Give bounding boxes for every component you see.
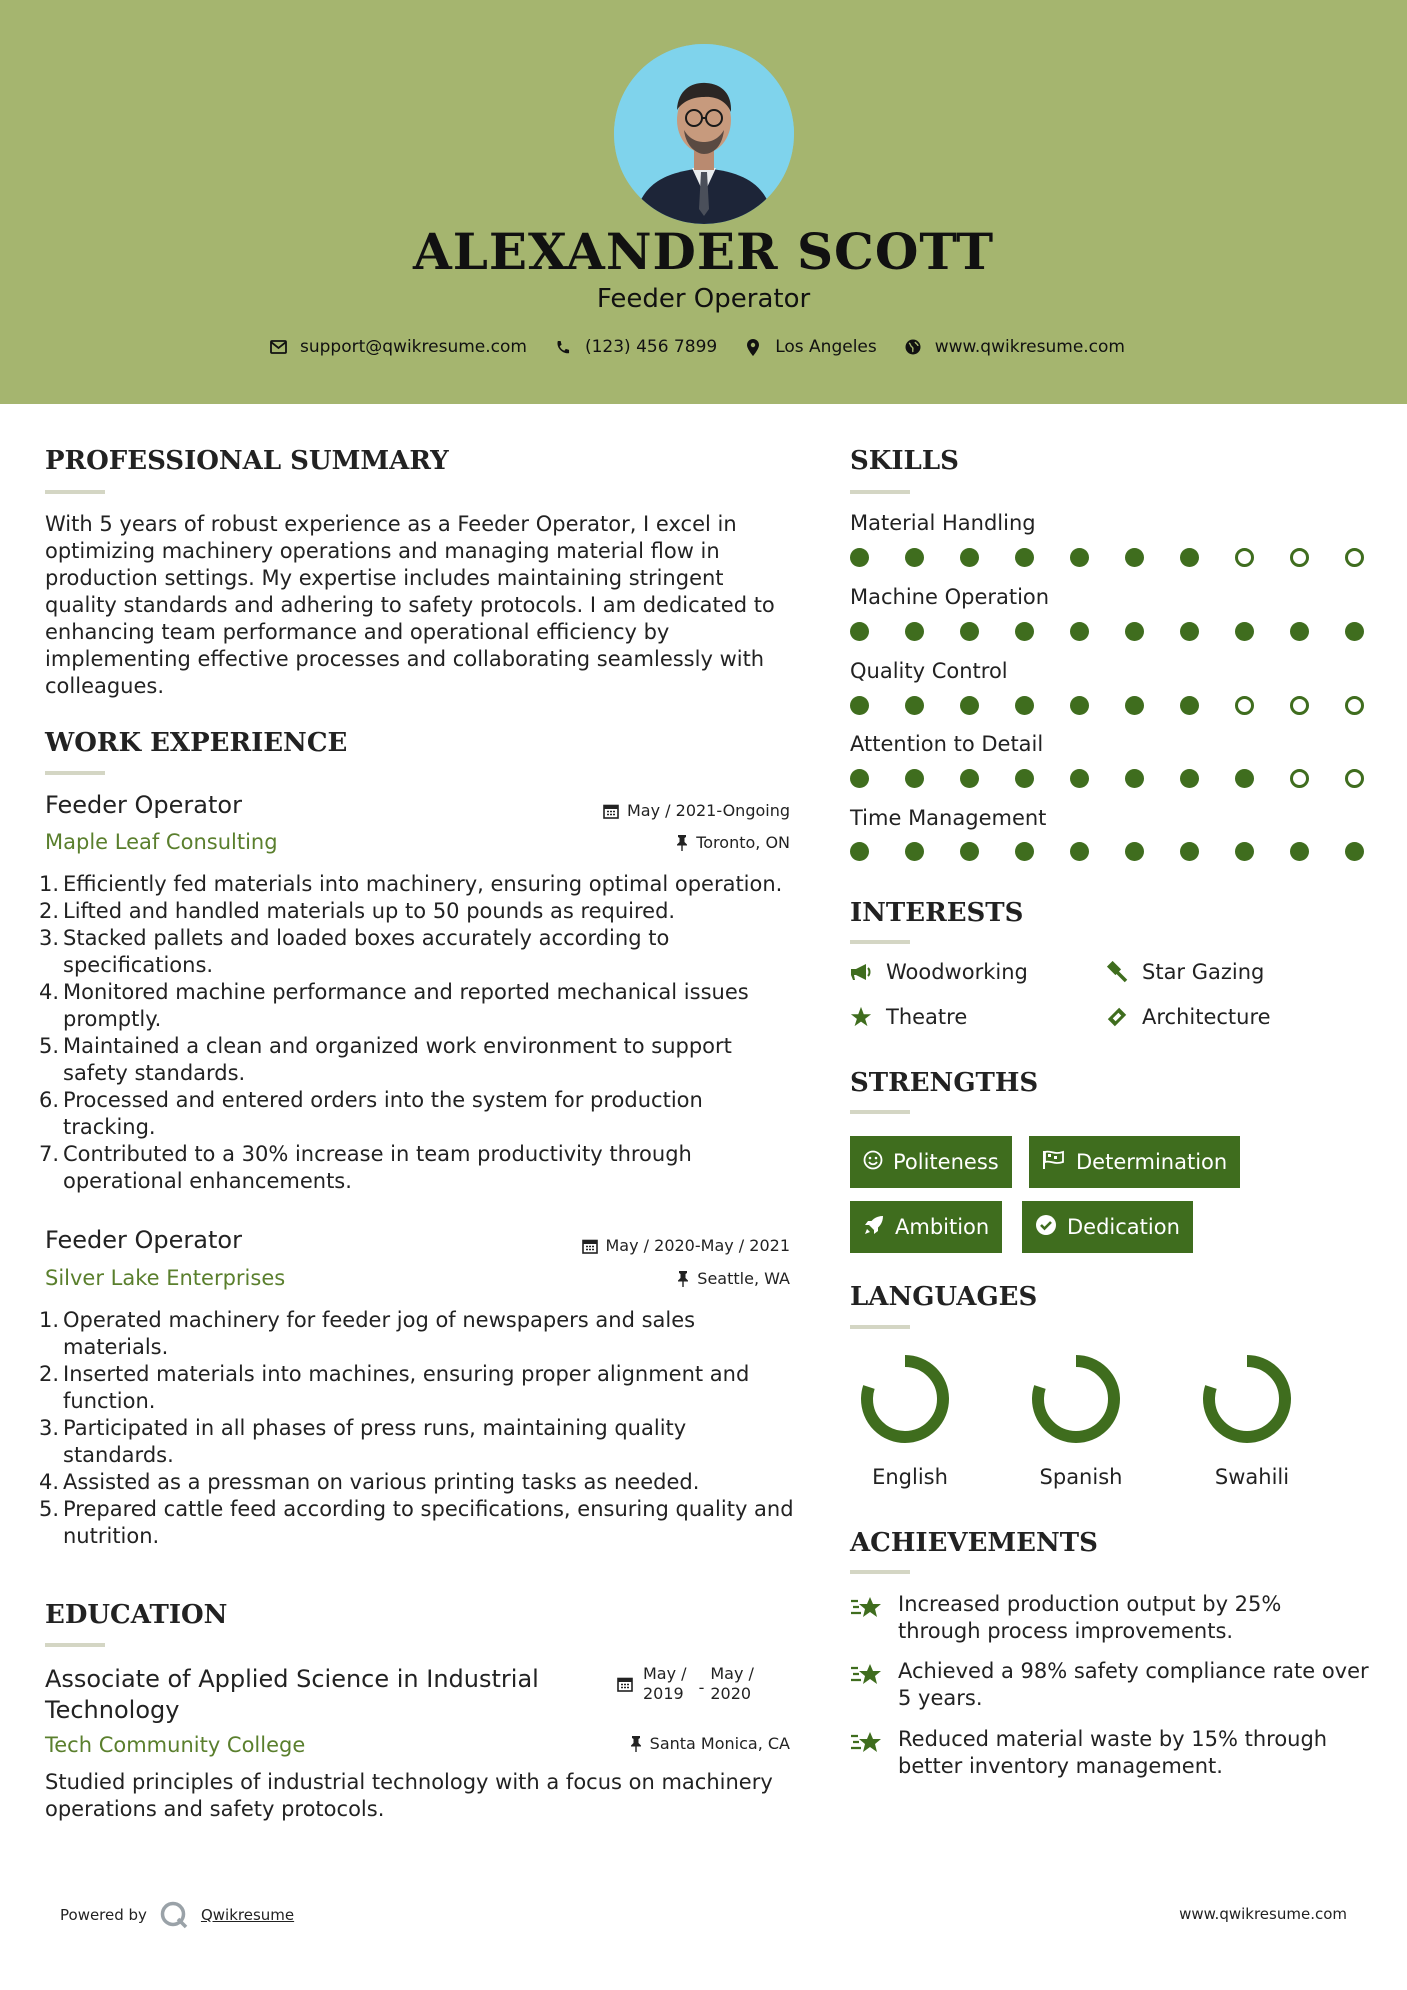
education-rule: [45, 1643, 105, 1647]
interest-item: Theatre: [850, 1005, 967, 1029]
skill-dot-filled: [960, 548, 979, 567]
skill-dot-filled: [1125, 769, 1144, 788]
contact-location: Los Angeles: [775, 337, 877, 357]
strength-badge: Ambition: [850, 1201, 1002, 1253]
skill-dot-empty: [1345, 769, 1364, 788]
language-name: English: [872, 1465, 948, 1489]
language-name: Spanish: [1039, 1465, 1123, 1489]
phone-icon: [553, 337, 573, 357]
skill-name: Attention to Detail: [850, 732, 1044, 756]
gavel-icon: [1106, 961, 1128, 983]
skill-dot-filled: [850, 548, 869, 567]
flag-icon: [1042, 1150, 1066, 1175]
company-name: Silver Lake Enterprises: [45, 1266, 286, 1290]
list-item: 4. Assisted as a pressman on various printing tasks as needed.: [39, 1470, 700, 1494]
job-title: Feeder Operator: [45, 791, 242, 819]
skill-dot-filled: [960, 622, 979, 641]
degree-title: Associate of Applied Science in Industrial Technology: [45, 1665, 539, 1724]
globe-icon: [903, 337, 923, 357]
skill-dot-filled: [905, 696, 924, 715]
skill-dot-empty: [1290, 696, 1309, 715]
envelope-icon: [268, 337, 288, 357]
skill-rating: [850, 622, 1370, 642]
job-dates: [603, 801, 790, 820]
language-level-ring: [1199, 1351, 1295, 1447]
skill-dot-filled: [1235, 769, 1254, 788]
contact-email[interactable]: support@qwikresume.com: [300, 337, 527, 357]
skills-heading: SKILLS: [850, 446, 959, 476]
skill-dot-empty: [1345, 696, 1364, 715]
job-dates-text: May / 2021-Ongoing: [627, 801, 790, 820]
education-start: May / 2019: [643, 1664, 687, 1703]
contact-phone[interactable]: (123) 456 7899: [584, 337, 718, 357]
check-circle-icon: [1035, 1214, 1057, 1241]
skill-dot-filled: [1070, 696, 1089, 715]
megaphone-icon: [850, 961, 872, 983]
skill-dot-filled: [905, 548, 924, 567]
skill-dot-filled: [1180, 548, 1199, 567]
summary-text: With 5 years of robust experience as a Feeder Operator, I excel in optimizing machinery operations and managing material flow in production settings. My expertise includes maintaining stringent quality standards and adhering to safety protocols. I am dedicated to enhancing team performance and operational efficiency by implementing effective processes and collaborating seamlessly with colleagues.: [45, 512, 775, 698]
star-icon: [850, 1006, 872, 1028]
education-heading: EDUCATION: [45, 1600, 228, 1630]
skill-dot-empty: [1290, 548, 1309, 567]
skill-dot-filled: [1235, 842, 1254, 861]
skill-name: Quality Control: [850, 659, 1008, 683]
list-item: 7. Contributed to a 30% increase in team productivity through operational enhancements.: [39, 1142, 692, 1193]
ticket-icon: [1106, 1006, 1128, 1028]
interests-rule: [850, 940, 910, 944]
skill-rating: [850, 548, 1370, 568]
achievement-item: Reduced material waste by 15% through better inventory management.: [850, 1726, 1370, 1780]
skill-dot-filled: [905, 842, 924, 861]
skill-dot-filled: [1235, 622, 1254, 641]
skill-dot-filled: [1070, 769, 1089, 788]
list-item: 5. Maintained a clean and organized work environment to support safety standards.: [39, 1034, 732, 1085]
job-title: Feeder Operator: [45, 1226, 242, 1254]
job-duties-list: [39, 871, 789, 1195]
achievement-item: Achieved a 98% safety compliance rate over 5 years.: [850, 1658, 1370, 1712]
skill-dot-filled: [1015, 842, 1034, 861]
skill-dot-filled: [1180, 769, 1199, 788]
skill-dot-filled: [1290, 622, 1309, 641]
skill-dot-filled: [960, 769, 979, 788]
skill-dot-filled: [850, 842, 869, 861]
job-dates-text: May / 2020-May / 2021: [605, 1236, 790, 1255]
interest-item: Star Gazing: [1106, 960, 1264, 984]
skill-dot-filled: [1180, 696, 1199, 715]
skill-rating: [850, 696, 1370, 716]
skill-rating: [850, 842, 1370, 862]
skill-dot-filled: [1345, 842, 1364, 861]
skill-dot-filled: [1125, 696, 1144, 715]
interest-item: Architecture: [1106, 1005, 1271, 1029]
shooting-star-icon: [850, 1660, 884, 1690]
job-dates: [582, 1236, 791, 1255]
language-level-arc: [1209, 1361, 1285, 1437]
skills-rule: [850, 490, 910, 494]
footer-url[interactable]: www.qwikresume.com: [1179, 1905, 1347, 1923]
calendar-icon: [617, 1676, 633, 1692]
rocket-icon: [863, 1214, 885, 1241]
skill-dot-filled: [1125, 842, 1144, 861]
footer-powered-by: Powered by Qwikresume: [60, 1900, 294, 1930]
experience-rule: [45, 771, 105, 775]
skill-name: Time Management: [850, 806, 1047, 830]
job-location: [676, 833, 790, 852]
language-level-ring: [1028, 1351, 1124, 1447]
skill-dot-filled: [1180, 622, 1199, 641]
skill-dot-filled: [1290, 842, 1309, 861]
skill-dot-filled: [1070, 548, 1089, 567]
skill-dot-filled: [850, 769, 869, 788]
experience-heading: WORK EXPERIENCE: [45, 728, 348, 758]
achievements-heading: ACHIEVEMENTS: [850, 1528, 1098, 1558]
achievements-rule: [850, 1570, 910, 1574]
skill-dot-filled: [1070, 842, 1089, 861]
interests-heading: INTERESTS: [850, 898, 1024, 928]
skill-dot-filled: [1070, 622, 1089, 641]
skill-dot-filled: [850, 622, 869, 641]
skill-dot-filled: [1125, 622, 1144, 641]
skill-dot-filled: [905, 769, 924, 788]
resume-header: [0, 0, 1407, 404]
skill-dot-filled: [1015, 696, 1034, 715]
education-end: May / 2020: [710, 1664, 754, 1703]
skill-dot-empty: [1235, 548, 1254, 567]
skill-dot-empty: [1290, 769, 1309, 788]
skill-dot-filled: [1015, 622, 1034, 641]
map-pin-icon: [743, 337, 763, 357]
pushpin-icon: [676, 835, 688, 851]
skill-dot-empty: [1345, 548, 1364, 567]
list-item: 6. Processed and entered orders into the system for production tracking.: [39, 1088, 703, 1139]
calendar-icon: [582, 1238, 598, 1254]
education-description: Studied principles of industrial technology with a focus on machinery operations and safety protocols.: [45, 1770, 773, 1821]
pushpin-icon: [677, 1271, 689, 1287]
list-item: 1. Operated machinery for feeder jog of newspapers and sales materials.: [39, 1308, 696, 1359]
school-name: Tech Community College: [45, 1733, 306, 1757]
language-level-arc: [1038, 1361, 1114, 1437]
skill-dot-filled: [1015, 548, 1034, 567]
skill-dot-empty: [1235, 696, 1254, 715]
shooting-star-icon: [850, 1593, 884, 1623]
job-location-text: Seattle, WA: [697, 1269, 790, 1288]
languages-heading: LANGUAGES: [850, 1282, 1038, 1312]
skill-dot-filled: [1125, 548, 1144, 567]
skill-dot-filled: [960, 842, 979, 861]
skill-rating: [850, 769, 1370, 789]
education-location: Santa Monica, CA: [630, 1734, 790, 1753]
language-name: Swahili: [1214, 1465, 1290, 1489]
candidate-name: ALEXANDER SCOTT: [412, 222, 995, 281]
skill-dot-filled: [1180, 842, 1199, 861]
list-item: 1. Efficiently fed materials into machinery, ensuring optimal operation.: [39, 872, 783, 896]
skill-dot-filled: [850, 696, 869, 715]
list-item: 2. Inserted materials into machines, ensuring proper alignment and function.: [39, 1362, 750, 1413]
candidate-title: Feeder Operator: [596, 284, 811, 314]
education-dates: May / 2019 - May / 2020: [617, 1664, 754, 1704]
achievement-item: Increased production output by 25% through process improvements.: [850, 1591, 1370, 1645]
brand-link[interactable]: Qwikresume: [200, 1906, 295, 1924]
list-item: 3. Participated in all phases of press runs, maintaining quality standards.: [39, 1416, 687, 1467]
job-duties-list: [39, 1307, 799, 1550]
strengths-heading: STRENGTHS: [850, 1068, 1039, 1098]
list-item: 5. Prepared cattle feed according to specifications, ensuring quality and nutrition.: [39, 1497, 794, 1548]
languages-rule: [850, 1325, 910, 1329]
strengths-rule: [850, 1110, 910, 1114]
summary-heading: PROFESSIONAL SUMMARY: [45, 446, 449, 476]
language-level-arc: [867, 1361, 943, 1437]
strength-badge: Determination: [1029, 1136, 1240, 1188]
language-level-ring: [857, 1351, 953, 1447]
skill-dot-filled: [960, 696, 979, 715]
skill-dot-filled: [905, 622, 924, 641]
list-item: 3. Stacked pallets and loaded boxes accurately according to specifications.: [39, 926, 670, 977]
skill-name: Machine Operation: [850, 585, 1050, 609]
profile-photo: [614, 44, 794, 224]
contact-bar: [0, 337, 1407, 357]
contact-website[interactable]: www.qwikresume.com: [934, 337, 1125, 357]
skill-dot-filled: [1015, 769, 1034, 788]
calendar-icon: [603, 803, 619, 819]
qwikresume-logo-icon: [159, 1900, 189, 1930]
list-item: 4. Monitored machine performance and reported mechanical issues promptly.: [39, 980, 749, 1031]
skill-name: Material Handling: [850, 511, 1036, 535]
skill-dot-filled: [1345, 622, 1364, 641]
strength-badge: Dedication: [1022, 1201, 1193, 1253]
interest-item: Woodworking: [850, 960, 1028, 984]
strength-badge: Politeness: [850, 1136, 1012, 1188]
job-location: [677, 1269, 790, 1288]
list-item: 2. Lifted and handled materials up to 50 pounds as required.: [39, 899, 676, 923]
smile-icon: [863, 1150, 883, 1175]
job-location-text: Toronto, ON: [696, 833, 790, 852]
company-name: Maple Leaf Consulting: [45, 830, 278, 854]
summary-rule: [45, 490, 105, 494]
shooting-star-icon: [850, 1728, 884, 1758]
pushpin-icon: [630, 1736, 642, 1752]
